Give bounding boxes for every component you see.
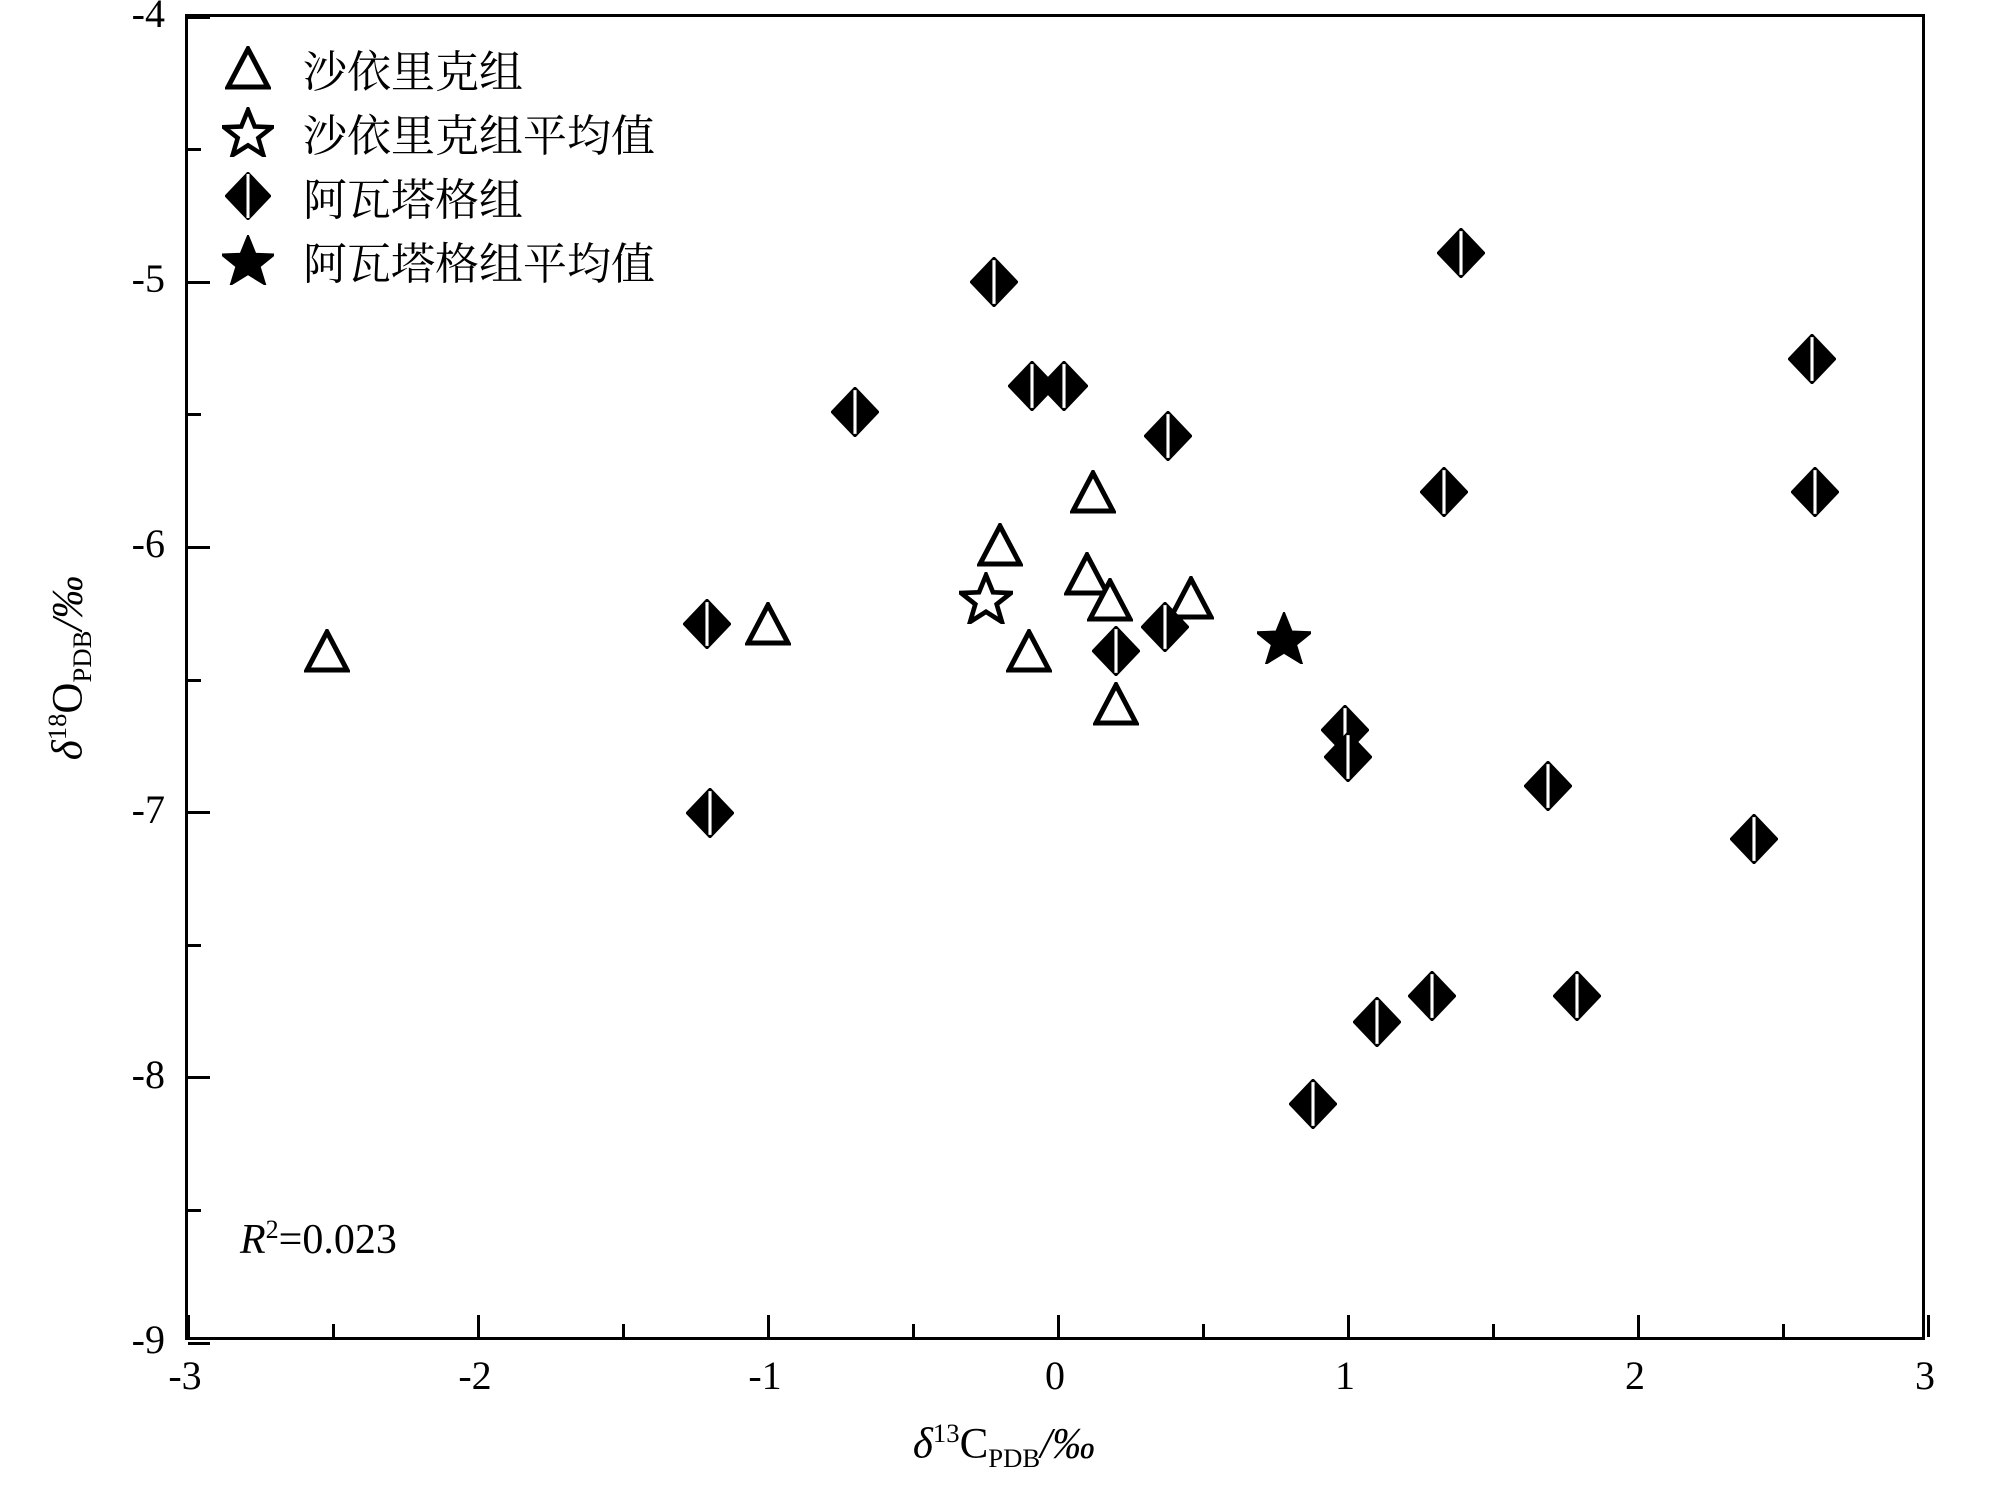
legend-label-3: 阿瓦塔格组平均值 [303,239,655,290]
legend-label-1: 沙依里克组平均值 [303,111,655,162]
y-axis-tick-label: -8 [131,1051,165,1097]
data-point-filled-diamond [1289,1079,1337,1129]
legend [215,38,835,294]
x-axis-minor-tick [1782,1324,1785,1337]
open-star-icon [215,107,281,157]
y-axis-minor-tick [188,413,201,416]
data-point-open-triangle [1006,629,1052,673]
x-axis-element: C [959,1420,989,1468]
y-axis-delta: δ [44,740,92,761]
data-point-open-triangle [1070,470,1116,514]
y-axis-tick-label: -9 [131,1317,165,1362]
data-point-filled-diamond [1353,997,1401,1047]
y-axis-tick-label: -4 [131,0,165,36]
x-axis-tick [187,1315,190,1337]
data-point-filled-diamond [683,599,731,649]
data-point-filled-diamond [1730,814,1778,864]
x-axis-tick [1637,1315,1640,1337]
x-axis-subscript: PDB [988,1442,1041,1473]
y-axis-tick [188,1342,210,1345]
legend-label-0: 沙依里克组 [303,47,523,98]
y-axis-tick-label: -5 [131,256,165,302]
data-point-filled-diamond [686,788,734,838]
x-axis-tick-label: 0 [1045,1353,1065,1398]
x-axis-tick-label: 1 [1335,1353,1355,1398]
y-axis-tick [188,281,210,284]
data-point-filled-diamond [1408,971,1456,1021]
y-axis-units: /‰ [44,575,92,631]
data-point-filled-diamond [1141,602,1189,652]
x-axis-tick-label: 3 [1915,1353,1935,1398]
x-axis-superscript: 13 [932,1418,960,1448]
data-point-filled-diamond [1791,467,1839,517]
y-axis-minor-tick [188,148,201,151]
x-axis-tick-label: -2 [458,1353,492,1398]
y-axis-tick [188,1076,210,1079]
y-axis-minor-tick [188,1209,201,1212]
x-axis-minor-tick [912,1324,915,1337]
legend-item-3 [215,230,835,290]
x-axis-tick [477,1315,480,1337]
legend-item-1 [215,102,835,162]
filled-star-icon [215,235,281,285]
data-point-filled-diamond [1788,334,1836,384]
data-point-filled-diamond [1040,361,1088,411]
y-axis-subscript: PDB [66,630,97,683]
y-axis-tick-label: -7 [131,786,165,832]
data-point-open-star [959,572,1013,624]
data-point-filled-diamond [1553,971,1601,1021]
legend-item-2 [215,166,835,226]
legend-item-0 [215,38,835,98]
data-point-filled-diamond [1420,467,1468,517]
y-axis-superscript: 18 [42,713,73,741]
data-point-open-triangle [1093,682,1139,726]
r-squared-annotation [240,1215,397,1264]
data-point-filled-star [1257,612,1311,664]
x-axis-units: /‰ [1040,1420,1096,1468]
x-axis-tick-label: 2 [1625,1353,1645,1398]
r-squared-symbol: R [240,1217,266,1263]
open-triangle-icon [215,46,281,90]
x-axis-delta: δ [912,1420,933,1468]
y-axis-minor-tick [188,679,201,682]
x-axis-tick [1347,1315,1350,1337]
r-squared-exponent: 2 [265,1215,279,1244]
filled-diamond-icon [215,172,281,220]
data-point-filled-diamond [1144,411,1192,461]
x-axis-minor-tick [1202,1324,1205,1337]
x-axis-tick-label: -1 [748,1353,782,1398]
y-axis-tick [188,16,210,19]
data-point-filled-diamond [1437,228,1485,278]
x-axis-tick [1927,1315,1930,1337]
data-point-open-triangle [304,629,350,673]
x-axis-title [0,1418,2008,1474]
x-axis-minor-tick [332,1324,335,1337]
x-axis-tick-label: -3 [168,1353,202,1398]
data-point-filled-diamond [1524,761,1572,811]
r-squared-value: =0.023 [278,1217,397,1263]
y-axis-tick [188,546,210,549]
y-axis-element: O [44,682,92,714]
data-point-open-triangle [745,602,791,646]
y-axis-tick [188,811,210,814]
x-axis-tick [1057,1315,1060,1337]
data-point-filled-diamond [1092,626,1140,676]
data-point-filled-diamond [970,257,1018,307]
data-point-open-triangle [977,523,1023,567]
legend-label-2: 阿瓦塔格组 [303,175,523,226]
x-axis-tick [767,1315,770,1337]
data-point-filled-diamond [1324,732,1372,782]
y-axis-minor-tick [188,944,201,947]
y-axis-tick-label: -6 [131,521,165,567]
y-axis-title [42,268,98,1068]
x-axis-minor-tick [1492,1324,1495,1337]
x-axis-minor-tick [622,1324,625,1337]
data-point-open-triangle [1087,578,1133,622]
data-point-filled-diamond [831,387,879,437]
